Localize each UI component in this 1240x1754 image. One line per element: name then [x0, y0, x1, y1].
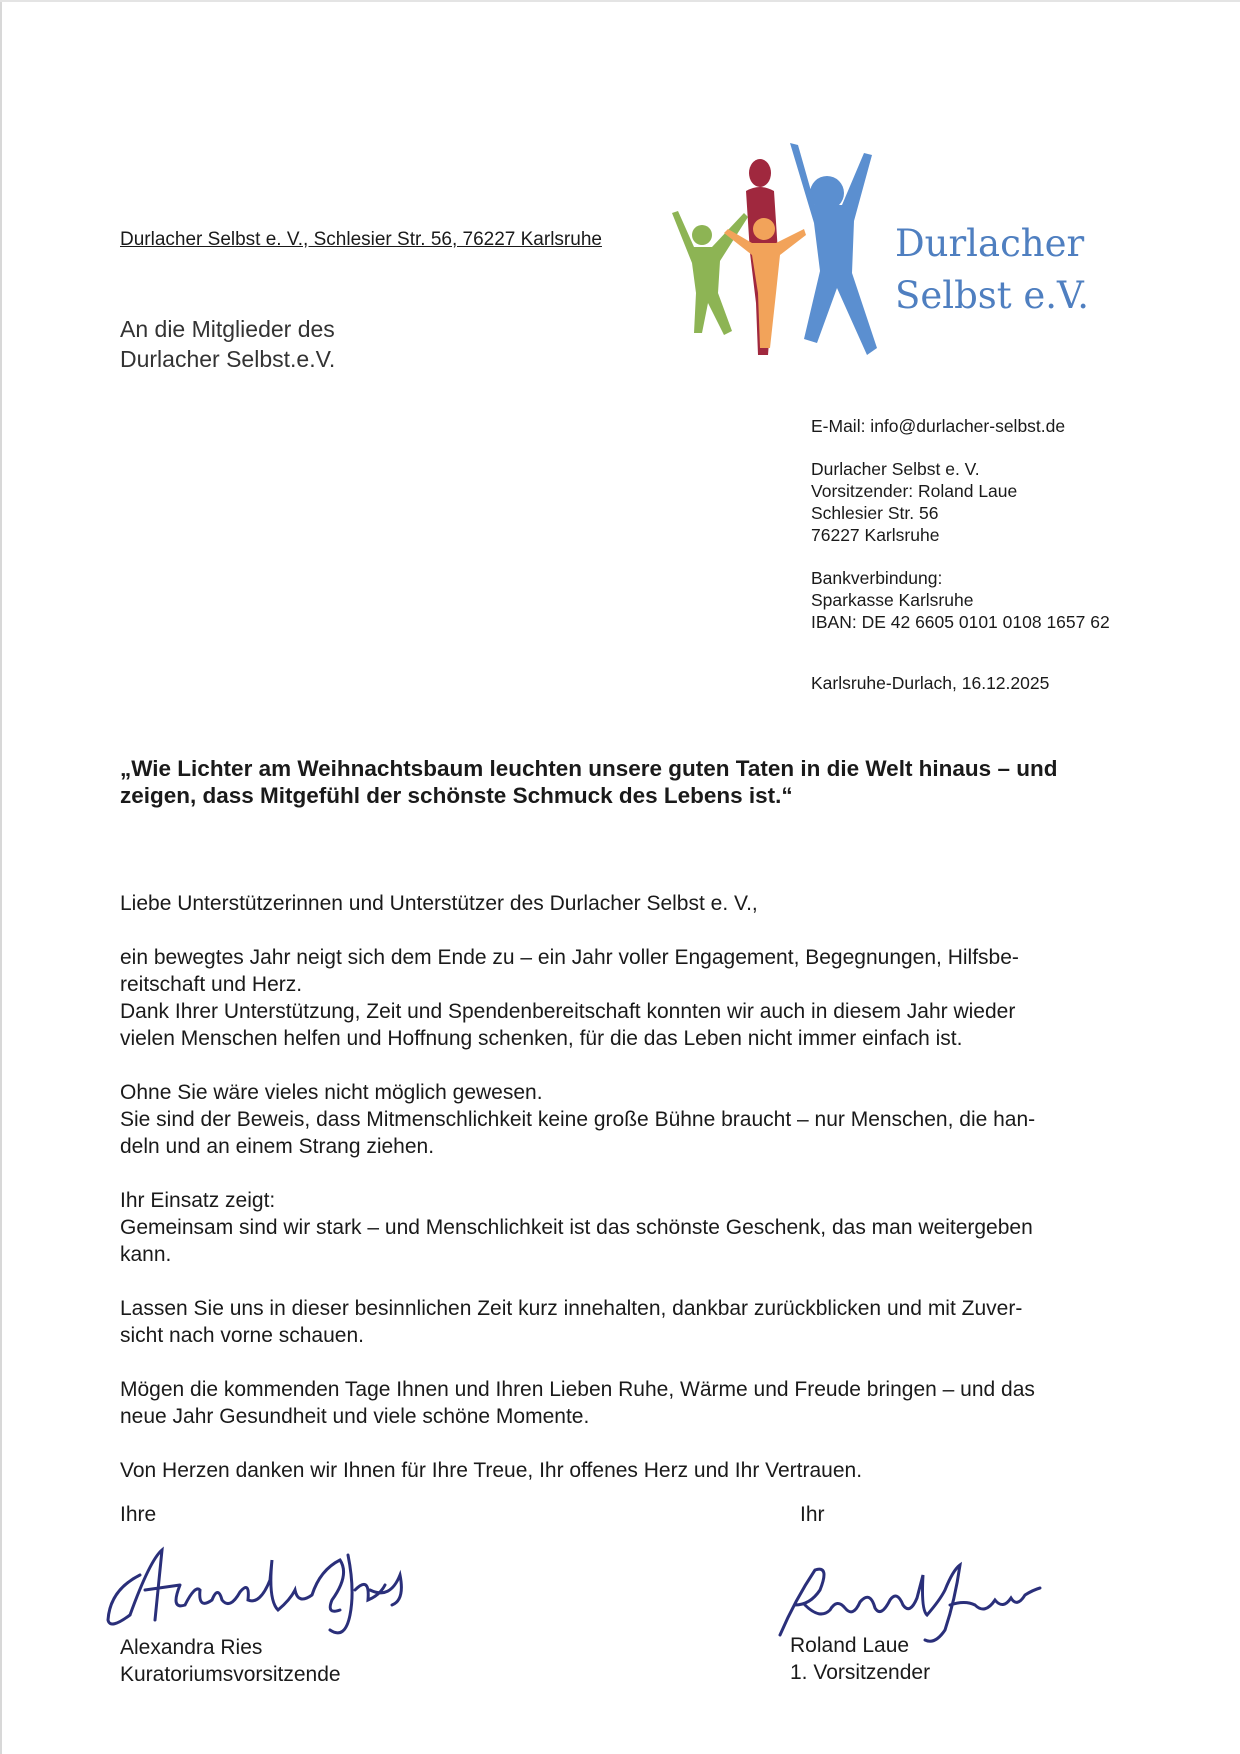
quote-line: „Wie Lichter am Weihnachtsbaum leuchten unsere guten Taten in die Welt hinaus – und [120, 756, 1058, 781]
address-line: Durlacher Selbst e. V. [811, 459, 980, 479]
body-line: Ohne Sie wäre vieles nicht möglich gewesen. [120, 1081, 543, 1104]
page-edge-top [0, 0, 1240, 2]
bank-line: Bankverbindung: [811, 568, 943, 588]
letter-date: Karlsruhe-Durlach, 16.12.2025 [811, 673, 1050, 693]
address-line: Schlesier Str. 56 [811, 503, 939, 523]
body-line: ein bewegtes Jahr neigt sich dem Ende zu – ein Jahr voller Engagement, Begegnungen, Hilfsbe- [120, 946, 1019, 969]
closing-greeting-right: Ihr [800, 1503, 825, 1526]
body-line: vielen Menschen helfen und Hoffnung schenken, für die das Leben nicht immer einfach ist. [120, 1027, 963, 1050]
blue-figure-icon [790, 143, 877, 355]
salutation: Liebe Unterstützerinnen und Unterstützer des Durlacher Selbst e. V., [120, 892, 758, 915]
bank-line: Sparkasse Karlsruhe [811, 590, 974, 610]
body-line: deln und an einem Strang ziehen. [120, 1135, 435, 1158]
address-line: 76227 Karlsruhe [811, 525, 940, 545]
body-line: Dank Ihrer Unterstützung, Zeit und Spendenbereitschaft konnten wir auch in diesem Jahr wieder [120, 1000, 1016, 1023]
closing-greeting-left: Ihre [120, 1503, 157, 1526]
body-line: kann. [120, 1243, 172, 1266]
body-line: Mögen die kommenden Tage Ihnen und Ihren Lieben Ruhe, Wärme und Freude bringen – und das [120, 1378, 1035, 1401]
recipient-line: An die Mitglieder des [120, 316, 335, 342]
quote-heading [120, 755, 1130, 809]
green-figure-icon [672, 211, 748, 335]
body-line: Gemeinsam sind wir stark – und Menschlichkeit ist das schönste Geschenk, das man weitergeben [120, 1216, 1033, 1239]
recipient-line: Durlacher Selbst.e.V. [120, 346, 336, 372]
orange-figure-icon [724, 218, 806, 348]
body-line: neue Jahr Gesundheit und viele schöne Momente. [120, 1405, 590, 1428]
signatory-name: Roland Laue [790, 1634, 910, 1657]
address-line: Vorsitzender: Roland Laue [811, 481, 1018, 501]
logo-wordmark [895, 218, 1089, 322]
logo-line: Selbst e.V. [895, 274, 1090, 317]
body-line: Von Herzen danken wir Ihnen für Ihre Treue, Ihr offenes Herz und Ihr Vertrauen. [120, 1459, 863, 1482]
bank-line: IBAN: DE 42 6605 0101 0108 1657 62 [811, 612, 1110, 632]
letter-body [120, 890, 1140, 1484]
recipient-address [120, 314, 335, 374]
signatory-right [790, 1632, 930, 1686]
contact-email: E-Mail: info@durlacher-selbst.de [811, 416, 1066, 436]
body-line: sicht nach vorne schauen. [120, 1324, 364, 1347]
sender-return-address: Durlacher Selbst e. V., Schlesier Str. 56, 76227 Karlsruhe [120, 229, 602, 250]
page-edge [0, 0, 2, 1754]
signature-alexandra-ries [100, 1530, 410, 1650]
bank-details [811, 567, 1110, 633]
quote-line: zeigen, dass Mitgefühl der schönste Schmuck des Lebens ist.“ [120, 783, 793, 808]
signatory-name: Alexandra Ries [120, 1636, 263, 1659]
body-line: Ihr Einsatz zeigt: [120, 1189, 276, 1212]
contact-address [811, 458, 1017, 546]
body-line: Lassen Sie uns in dieser besinnlichen Zeit kurz innehalten, dankbar zurückblicken und mit Zuver- [120, 1297, 1023, 1320]
signatory-role: 1. Vorsitzender [790, 1661, 931, 1684]
signatory-left [120, 1634, 341, 1688]
signatory-role: Kuratoriumsvorsitzende [120, 1663, 341, 1686]
body-line: reitschaft und Herz. [120, 973, 303, 996]
logo-line: Durlacher [895, 222, 1085, 265]
body-line: Sie sind der Beweis, dass Mitmenschlichkeit keine große Bühne braucht – nur Menschen, die han- [120, 1108, 1036, 1131]
